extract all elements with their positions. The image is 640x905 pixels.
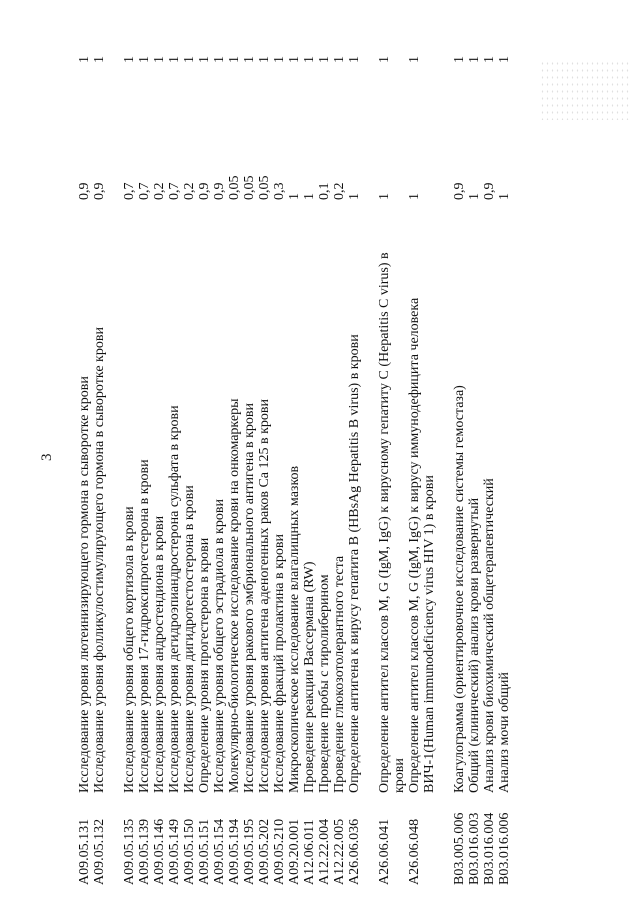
row-multiplicity: 1 [227,56,242,63]
row-coefficient: 0,3 [272,182,287,200]
row-code: B03.005.006 [452,812,467,885]
row-multiplicity: 1 [347,56,362,63]
row-code: A09.05.154 [212,818,227,885]
row-multiplicity: 1 [302,56,317,63]
row-description: Исследование уровня антигена аденогенных раков Ca 125 в крови [257,398,272,793]
row-code: A09.05.195 [242,818,257,885]
row-description: Исследование уровня общего эстрадиола в крови [212,499,227,793]
row-code: A26.06.048 [407,818,422,885]
row-description: Определение уровня прогестерона в крови [197,537,212,793]
row-coefficient: 1 [347,193,362,200]
row-code: A12.22.004 [317,818,332,885]
row-code: B03.016.003 [467,812,482,885]
row-coefficient: 0,7 [167,182,182,200]
row-multiplicity: 1 [77,56,92,63]
row-multiplicity: 1 [497,56,512,63]
row-coefficient: 0,2 [332,182,347,200]
row-coefficient: 1 [497,193,512,200]
row-coefficient: 0,9 [77,182,92,200]
row-coefficient: 1 [287,193,302,200]
row-coefficient: 0,05 [257,175,272,200]
row-description: Определение антител классов M, G (IgM, IgG) к вирусному гепатиту C (Hepatitis C virus) в крови [377,252,407,793]
row-code: A09.05.132 [92,818,107,885]
row-multiplicity: 1 [197,56,212,63]
row-coefficient: 1 [377,193,392,200]
row-code: A09.05.131 [77,818,92,885]
row-coefficient: 0,1 [317,182,332,200]
row-coefficient: 0,05 [242,175,257,200]
row-description: Исследование фракций пролактина в крови [272,533,287,793]
row-multiplicity: 1 [182,56,197,63]
row-multiplicity: 1 [152,56,167,63]
row-multiplicity: 1 [332,56,347,63]
row-coefficient: 0,9 [92,182,107,200]
row-description: Общий (клинический) анализ крови развернутый [467,497,482,793]
row-multiplicity: 1 [317,56,332,63]
row-code: A09.05.135 [122,818,137,885]
row-multiplicity: 1 [287,56,302,63]
row-description: Определение антигена к вирусу гепатита B (HBsAg Hepatitis B virus) в крови [347,334,362,793]
row-coefficient: 1 [302,193,317,200]
row-description: Анализ крови биохимический общетерапевтический [482,478,497,793]
row-code: A12.06.011 [302,819,317,885]
row-coefficient: 0,9 [452,182,467,200]
row-multiplicity: 1 [377,56,392,63]
row-multiplicity: 1 [167,56,182,63]
row-multiplicity: 1 [407,56,422,63]
row-description: Коагулограмма (ориентировочное исследование системы гемостаза) [452,385,467,793]
row-coefficient: 0,9 [197,182,212,200]
row-description: Микроскопическое исследование влагалищных мазков [287,465,302,793]
row-multiplicity: 1 [272,56,287,63]
row-coefficient: 0,9 [212,182,227,200]
row-multiplicity: 1 [122,56,137,63]
row-multiplicity: 1 [137,56,152,63]
row-description: Исследование уровня фолликулостимулирующего гормона в сыворотке крови [92,327,107,793]
row-description: Исследование уровня ракового эмбрионального антигена в крови [242,402,257,793]
row-code: A26.06.036 [347,818,362,885]
row-code: B03.016.004 [482,812,497,885]
row-coefficient: 0,2 [152,182,167,200]
row-code: A09.05.151 [197,818,212,885]
row-coefficient: 0,05 [227,175,242,200]
row-code: A09.05.194 [227,818,242,885]
row-multiplicity: 1 [467,56,482,63]
page-number: 3 [39,453,55,461]
row-coefficient: 0,7 [137,182,152,200]
row-code: A12.22.005 [332,818,347,885]
row-multiplicity: 1 [92,56,107,63]
row-description: Исследование уровня андростендиона в крови [152,515,167,793]
row-coefficient: 1 [407,193,422,200]
row-code: A09.05.149 [167,818,182,885]
row-description: Проведение реакции Вассермана (RW) [302,561,317,793]
row-code: A09.05.210 [272,818,287,885]
row-description: Исследование уровня дегидроэпиандростерона сульфата в крови [167,405,182,793]
row-description: Проведение пробы с тиролиберином [317,574,332,793]
row-description: Исследование уровня дигидротестостерона в крови [182,485,197,793]
row-code: A09.05.202 [257,818,272,885]
services-table [78,20,598,885]
row-code: A09.05.139 [137,818,152,885]
row-description: Определение антител классов M, G (IgM, IgG) к вирусу иммунодефицита человека ВИЧ-1(Human immunodeficiency virus HIV 1) в крови [407,297,437,793]
row-multiplicity: 1 [257,56,272,63]
row-code: A09.05.150 [182,818,197,885]
row-multiplicity: 1 [242,56,257,63]
row-multiplicity: 1 [482,56,497,63]
row-coefficient: 1 [467,193,482,200]
row-code: A26.06.041 [377,818,392,885]
row-description: Исследование уровня 17-гидроксипрогестерона в крови [137,459,152,793]
row-description: Анализ мочи общий [497,672,512,793]
row-description: Проведение глюкозотолерантного теста [332,555,347,793]
row-multiplicity: 1 [212,56,227,63]
row-coefficient: 0,7 [122,182,137,200]
row-code: A09.20.001 [287,818,302,885]
row-description: Молекулярно-биологическое исследование крови на онкомаркеры [227,398,242,793]
row-coefficient: 0,9 [482,182,497,200]
row-code: B03.016.006 [497,812,512,885]
row-description: Исследование уровня общего кортизола в крови [122,506,137,793]
row-code: A09.05.146 [152,818,167,885]
row-multiplicity: 1 [452,56,467,63]
row-coefficient: 0,2 [182,182,197,200]
row-description: Исследование уровня лютеинизирующего гормона в сыворотке крови [77,376,92,793]
